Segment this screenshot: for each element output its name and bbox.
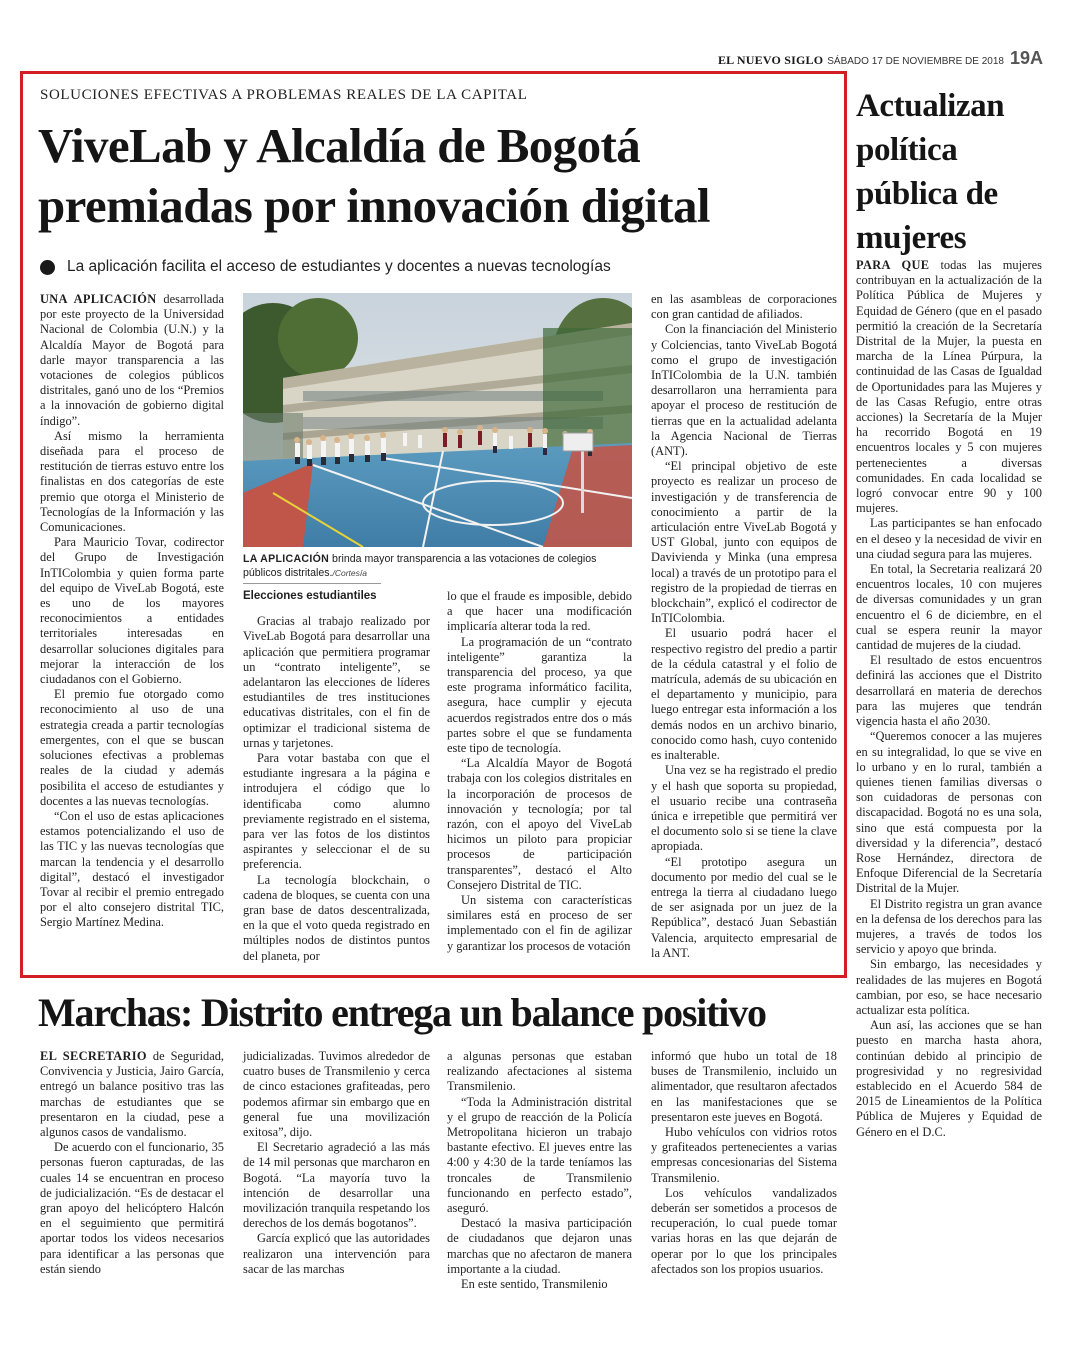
body-paragraph: Gracias al trabajo realizado por ViveLab Bogotá para desarrollar una aplicación que permitiera programar un “contrato inteligente”, se adelantaron las elecciones de líderes estudiantiles de tres instituciones educativas distritales, con el fin de optimizar el tradicional sistema de urnas y tarjetones.: [243, 614, 430, 750]
body-paragraph: “Toda la Administración distrital y el grupo de reacción de la Policía Metropolitana hicieron un trabajo bastante efectivo. El jueves entre las 4:00 y 4:30 de la tarde teníamos las troncales de Transmilenio funcionando en perfecto estado”, aseguró.: [447, 1094, 632, 1216]
side-article-headline: [856, 84, 1056, 260]
bottom-column-2: [243, 1049, 430, 1277]
caption-divider: [243, 583, 381, 584]
main-column-1: [40, 292, 224, 931]
headline-line-1: ViveLab y Alcaldía de Bogotá: [38, 118, 641, 173]
main-column-2: [243, 589, 430, 964]
body-paragraph: en las asambleas de corporaciones con gran cantidad de afiliados.: [651, 292, 837, 322]
lead-paragraph: [40, 1049, 224, 1140]
body-paragraph: Sin embargo, las necesidades y realidades de las mujeres en Bogotá cambian, por eso, se hace necesario actualizar esta política.: [856, 957, 1042, 1017]
body-paragraph: “Con el uso de estas aplicaciones estamos potencializando el uso de las TIC y las nuevas tecnologías que marcan la tendencia y el desarrollo digital”, destacó el investigador Tovar al recibir el premio entregado por el alto consejero distrital TIC, Sergio Martínez Medina.: [40, 808, 224, 930]
article-kicker: SOLUCIONES EFECTIVAS A PROBLEMAS REALES DE LA CAPITAL: [40, 87, 528, 103]
lead-in: UNA APLICACIÓN: [40, 292, 157, 306]
lead-paragraph: [40, 292, 224, 429]
side-headline-line: pública de: [856, 176, 998, 212]
body-paragraph: Los vehículos vandalizados deberán ser sometidos a procesos de recuperación, lo cual puede tomar varias horas en las que dejarán de operar por lo que los principales afectados son los propios usuarios.: [651, 1185, 837, 1276]
caption-text: brinda mayor transparencia a las votaciones de colegios públicos distritales.: [243, 553, 597, 579]
body-paragraph: “La Alcaldía Mayor de Bogotá trabaja con los colegios distritales en la incorporación de procesos de innovación y tecnología; por tal razón, con el apoyo del ViveLab hicimos un piloto para propiciar procesos de participación transparentes”, destacó el Alto Consejero Distrital de TIC.: [447, 756, 632, 892]
section-subhead: Elecciones estudiantiles: [243, 590, 377, 602]
page-number: 19A: [1009, 48, 1043, 68]
lead-in: EL SECRETARIO: [40, 1049, 147, 1063]
body-paragraph: El premio fue otorgado como reconocimiento al uso de una estrategia creada a partir tecnologías emergentes, con el que se buscan soluciones efectivas a problemas reales de la ciudad y además posibilita el acceso de estudiantes y docentes a las nuevas tecnologías.: [40, 687, 224, 808]
bullet-icon: [40, 260, 55, 275]
lead-text: de Seguridad, Convivencia y Justicia, Jairo García, entregó un balance positivo tras las marchas de estudiantes que se presentaron en la ciudad, pese a algunos casos de vandalismo.: [40, 1049, 224, 1140]
body-paragraph: Hubo vehículos con vidrios rotos y grafiteados pertenecientes a varias empresas concesionarias del Sistema Transmilenio.: [651, 1125, 837, 1185]
main-column-3: [447, 589, 632, 954]
body-paragraph: “El principal objetivo de este proyecto es realizar un proceso de investigación y de transferencia de conocimiento a partir de la articulación entre ViveLab Bogotá y UST Global, junto con equipos de Davivienda y Minka (una empresa local) a través de un prototipo para el registro de la propiedad de tierras en blockchain”, explicó el codirector de InTIColombia.: [651, 459, 837, 626]
body-paragraph: a algunas personas que estaban realizando afectaciones al sistema Transmilenio.: [447, 1049, 632, 1094]
main-column-4: [651, 292, 837, 961]
newspaper-name: EL NUEVO SIGLO: [717, 53, 824, 67]
side-headline-line: mujeres: [856, 220, 967, 256]
body-paragraph: Una vez se ha registrado el predio y el hash que soporta su propiedad, el usuario recibe una contraseña única e irrepetible que permitirá ver el documento solo si se tiene la clave apropiada.: [651, 763, 837, 854]
body-paragraph: García explicó que las autoridades realizaron una intervención para sacar de las marchas: [243, 1231, 430, 1276]
body-paragraph: lo que el fraude es imposible, debido a que hacer una modificación implicaría alterar toda la red.: [447, 589, 632, 634]
body-paragraph: judicializadas. Tuvimos alrededor de cuatro buses de Transmilenio y cerca de cinco estaciones grafiteadas, pero podemos afirmar sin embargo que en general fue una movilización exitosa”, dijo.: [243, 1049, 430, 1140]
headline-line-2: premiadas por innovación digital: [38, 178, 710, 233]
body-paragraph: En total, la Secretaria realizará 20 encuentros locales, 10 con mujeres de diversas comunidades y un gran encuentro el 6 de diciembre, en el cual se espera reunir la mayor cantidad de mujeres de la ciudad.: [856, 562, 1042, 653]
lead-paragraph: [856, 258, 1042, 516]
side-headline-line: política: [856, 132, 958, 168]
bottom-column-3: [447, 1049, 632, 1292]
body-paragraph: Aun así, las acciones que se han puesto en marcha hasta ahora, continúan debido al principio de progresividad y no regresividad establecido en el Acuerdo 584 de 2015 de Lineamientos de la Política Pública de Mujeres y Equidad de Género en el D.C.: [856, 1018, 1042, 1139]
issue-date: SÁBADO 17 DE NOVIEMBRE DE 2018: [827, 56, 1004, 67]
lead-in: PARA QUE: [856, 258, 930, 272]
page-folio: [718, 48, 1043, 69]
deck-text: La aplicación facilita el acceso de estudiantes y docentes a nuevas tecnologías: [67, 258, 611, 275]
body-paragraph: Para votar bastaba con que el estudiante ingresara a la página e introdujera el código que lo identificaba como alumno previamente registrado en el sistema, para ver las fotos de los distintos aspirantes y seleccionar el de su preferencia.: [243, 751, 430, 872]
bottom-column-1: [40, 1049, 224, 1277]
side-article-column: [856, 258, 1042, 1140]
body-paragraph: El Secretario agradeció a las más de 14 mil personas que marcharon en Bogotá. “La mayoría tuvo la intención de desarrollar una movilización tranquila respetando los derechos de los demás bogotanos”.: [243, 1140, 430, 1231]
body-paragraph: La programación de un “contrato inteligente” garantiza la transparencia del proceso, ya que este programa informático facilita, asegura, hace cumplir y ejecuta acuerdos registrados entre dos o más partes sobre el que se fundamenta este tipo de tecnología.: [447, 634, 632, 756]
lead-text: todas las mujeres contribuyan en la actualización de la Política Pública de Mujeres y Equidad de Género (que en el pasado permitió la creación de la Secretaría Distrital de la Mujer, la puesta en marcha de la Línea Púrpura, la continuidad de las Casas de Igualdad de Oportunidades para las Mujeres y de las Casas Refugio, entre otras acciones) la Secretaría de la Mujer ha recorrido Bogotá en 19 encuentros locales y 5 con mujeres pertenecientes a diversas comunidades. En cada localidad se logró convocar entre 90 y 100 mujeres.: [856, 258, 1042, 516]
article-photo: [243, 293, 632, 547]
body-paragraph: informó que hubo un total de 18 buses de Transmilenio, incluido un alimentador, que resultaron afectados en las manifestaciones que se presentaron este jueves en Bogotá.: [651, 1049, 837, 1124]
body-paragraph: Para Mauricio Tovar, codirector del Grupo de Investigación InTIColombia y quien forma parte del equipo de ViveLab Bogotá, este es uno de los mayores reconocimientos a entidades territoriales interesadas en desarrollar soluciones digitales para mejorar la interacción de los ciudadanos con el Gobierno.: [40, 535, 224, 687]
body-paragraph: Un sistema con características similares está en proceso de ser implementado con el fin de agilizar y garantizar los procesos de votación: [447, 893, 632, 953]
photo-caption: [243, 552, 632, 580]
body-paragraph: “El prototipo asegura un documento por medio del cual se le entrega la tierra al ciudadano luego de ser asignada por un juez de la República”, destacó Juan Sebastián Valencia, arquitecto empresarial de la ANT.: [651, 854, 837, 960]
body-paragraph: En este sentido, Transmilenio: [461, 1277, 608, 1292]
photo-credit: /Cortesía: [332, 568, 367, 578]
body-paragraph: De acuerdo con el funcionario, 35 personas fueron capturadas, de las cuales 14 se encuentran en proceso de judicialización. “Es de destacar el gran apoyo del helicóptero Halcón en el seguimiento que permitirá aportar todos los videos necesarios para identificar a las personas que están siendo: [40, 1140, 224, 1276]
article-deck: [40, 258, 611, 276]
body-paragraph: Las participantes se han enfocado en el deseo y la necesidad de vivir en una ciudad segura para las mujeres.: [856, 516, 1042, 561]
body-paragraph: La tecnología blockchain, o cadena de bloques, se cuenta con una gran base de datos descentralizada, en la que el voto queda registrado en múltiples nodos de distintos puntos del planeta, por: [243, 872, 430, 963]
lead-text: desarrollada por este proyecto de la Universidad Nacional de Colombia (U.N.) y la Alcaldía Mayor de Bogotá para darle mayor transparencia a las votaciones de colegios públicos distritales, ganó uno de los “Premios a la innovación de gobierno digital índigo”.: [40, 292, 224, 428]
body-paragraph: Así mismo la herramienta diseñada para el proceso de restitución de tierras estuvo entre los finalistas en dos categorías de este premio que otorga el Ministerio de Tecnologías de la Información y las Comunicaciones.: [40, 428, 224, 535]
body-paragraph: “Queremos conocer a las mujeres en su integralidad, lo que se vive en lo urbano y en lo rural, también a quienes tienen familias diversas o son cuidadoras de personas con discapacidad. Bogotá no es una sola, sino que está compuesta por la diversidad y la diferencia”, destacó Rose Hernández, directora de Enfoque Diferencial de la Secretaría Distrital de la Mujer.: [856, 729, 1042, 896]
side-headline-line: Actualizan: [856, 88, 1005, 124]
school-courtyard-photo: [243, 293, 632, 547]
body-paragraph: Con la financiación del Ministerio y Colciencias, tanto ViveLab Bogotá como el grupo de investigación InTIColombia de la U.N. también desarrollaron una herramienta para apoyar el proceso de restitución de tierras que en la actualidad adelanta la Agencia Nacional de Tierras (ANT).: [651, 322, 837, 459]
body-paragraph: El Distrito registra un gran avance en la defensa de los derechos para las mujeres, a través de todos los servicio y apoyo que brinda.: [856, 896, 1042, 957]
bottom-article-headline: Marchas: Distrito entrega un balance positivo: [38, 990, 766, 1035]
body-paragraph: Destacó la masiva participación de ciudadanos que dejaron unas marchas que no afectaron de manera importante a la ciudad.: [447, 1216, 632, 1276]
body-paragraph: El resultado de estos encuentros definirá las acciones que el Distrito desarrollará en materia de derechos para las mujeres que tendrán vigencia hasta el año 2030.: [856, 653, 1042, 729]
caption-lead: LA APLICACIÓN: [243, 553, 330, 565]
body-paragraph: El usuario podrá hacer el respectivo registro del predio a partir de la cédula catastral y el folio de matrícula, además de su ubicación en el departamento y municipio, para luego entregar esta información a los demás nodos en un archivo binario, conocido como hash, cuyo contenido es inalterable.: [651, 626, 837, 763]
bottom-column-4: [651, 1049, 837, 1277]
article-headline: [38, 116, 828, 236]
